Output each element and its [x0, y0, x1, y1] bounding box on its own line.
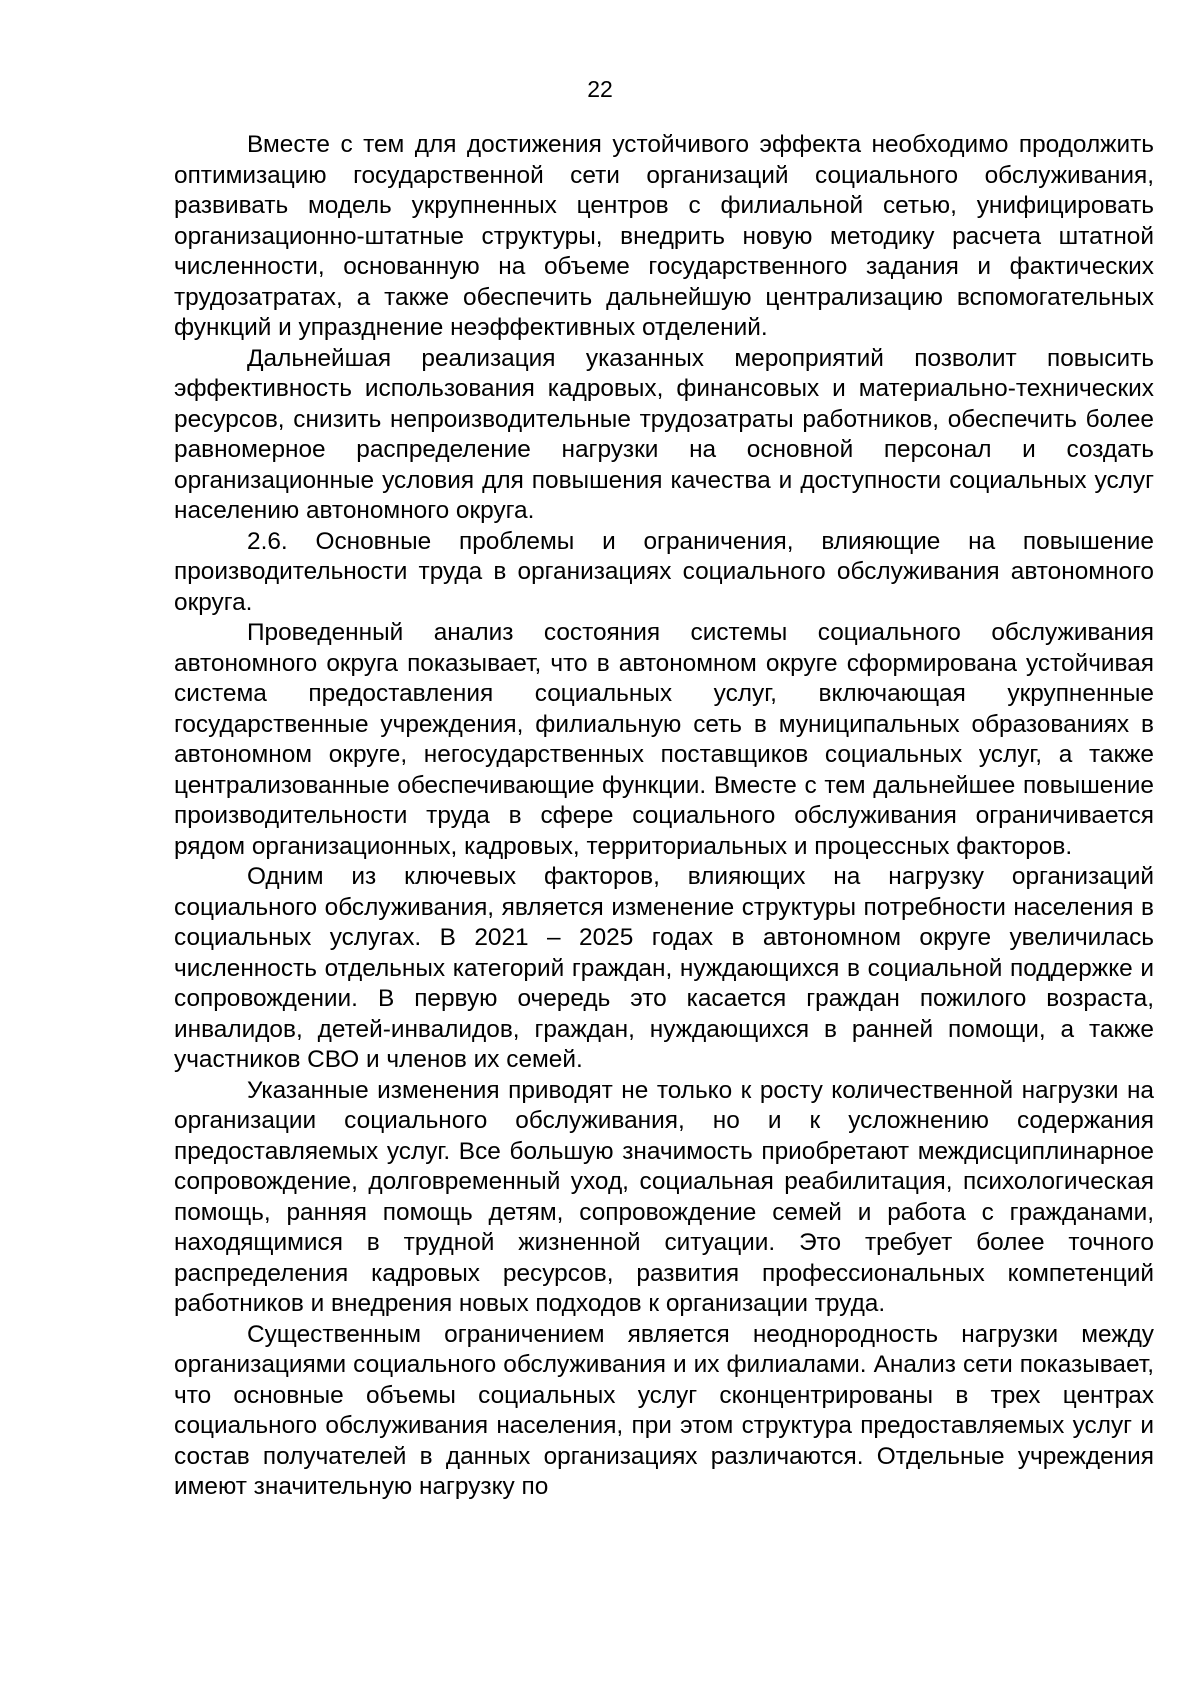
paragraph: 2.6. Основные проблемы и ограничения, влияющие на повышение производительности труда в организациях социального обслуживания автономного округа. [174, 527, 1154, 616]
paragraph: Указанные изменения приводят не только к росту количественной нагрузки на организации социального обслуживания, но и к усложнению содержания предоставляемых услуг. Все большую значимость приобретают междисциплинарное сопровождение, долговременный уход, социальная реабилитация, психологическая помощь, ранняя помощь детям, сопровождение семей и работа с гражданами, находящимися в трудной жизненной ситуации. Это требует более точного распределения кадровых ресурсов, развития профессиональных компетенций работников и внедрения новых подходов к организации труда. [174, 1076, 1154, 1317]
paragraph: Проведенный анализ состояния системы социального обслуживания автономного округа показывает, что в автономном округе сформирована устойчивая система предоставления социальных услуг, включающая укрупненные государственные учреждения, филиальную сеть в муниципальных образованиях в автономном округе, негосударственных поставщиков социальных услуг, а также централизованные обеспечивающие функции. Вместе с тем дальнейшее повышение производительности труда в сфере социального обслуживания ограничивается рядом организационных, кадровых, территориальных и процессных факторов. [174, 619, 1154, 860]
paragraph: Одним из ключевых факторов, влияющих на нагрузку организаций социального обслуживания, является изменение структуры потребности населения в социальных услугах. В 2021 – 2025 годах в автономном округе увеличилась численность отдельных категорий граждан, нуждающихся в социальной поддержке и сопровождении. В первую очередь это касается граждан пожилого возраста, инвалидов, детей-инвалидов, граждан, нуждающихся в ранней помощи, а также участников СВО и членов их семей. [174, 863, 1154, 1073]
paragraph: Вместе с тем для достижения устойчивого эффекта необходимо продолжить оптимизацию государственной сети организаций социального обслуживания, развивать модель укрупненных центров с филиальной сетью, унифицировать организационно-штатные структуры, внедрить новую методику расчета штатной численности, основанную на объеме государственного задания и фактических трудозатратах, а также обеспечить дальнейшую централизацию вспомогательных функций и упразднение неэффективных отделений. [174, 131, 1154, 341]
paragraph: Дальнейшая реализация указанных мероприятий позволит повысить эффективность использования кадровых, финансовых и материально-технических ресурсов, снизить непроизводительные трудозатраты работников, обеспечить более равномерное распределение нагрузки на основной персонал и создать организационные условия для повышения качества и доступности социальных услуг населению автономного округа. [174, 344, 1154, 524]
page-number: 22 [587, 76, 613, 102]
document-body [174, 130, 1154, 1503]
paragraph: Существенным ограничением является неоднородность нагрузки между организациями социального обслуживания и их филиалами. Анализ сети показывает, что основные объемы социальных услуг сконцентрированы в трех центрах социального обслуживания населения, при этом структура предоставляемых услуг и состав получателей в данных организациях различаются. Отдельные учреждения имеют значительную нагрузку по [174, 1320, 1154, 1500]
